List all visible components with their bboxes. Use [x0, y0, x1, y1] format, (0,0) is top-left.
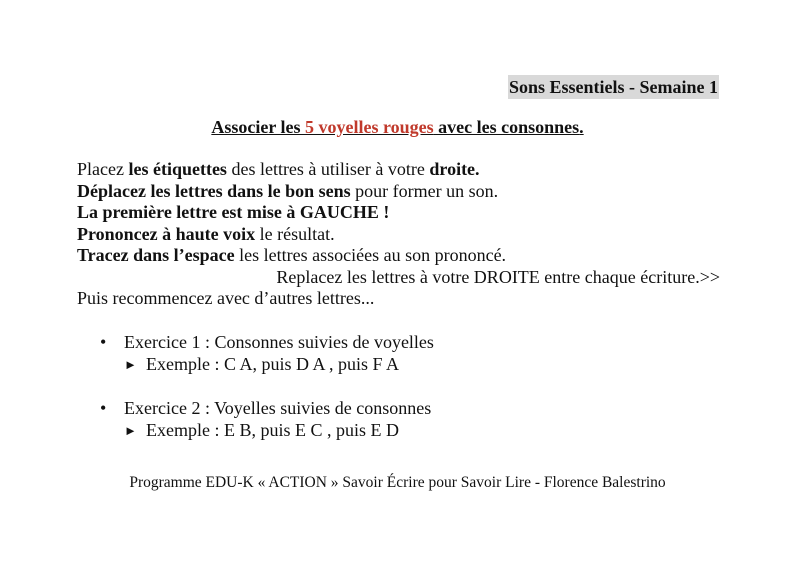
instruction-text: le résultat.	[255, 223, 335, 244]
instruction-line-5	[77, 245, 737, 267]
exercise-title-text: Exercice 1 : Consonnes suivies de voyelles	[124, 332, 434, 352]
title-highlight: 5 voyelles rouges	[305, 117, 434, 137]
list-item	[100, 331, 720, 376]
instruction-line-6	[77, 267, 737, 289]
page-title	[0, 116, 795, 138]
exercise-title-text: Exercice 2 : Voyelles suivies de consonnes	[124, 398, 432, 418]
title-part1: Associer les	[211, 117, 305, 137]
instruction-bold: Prononcez à haute voix	[77, 223, 256, 244]
instruction-line-2	[77, 181, 737, 203]
exercise-title	[100, 397, 720, 419]
instruction-text: Placez	[77, 159, 129, 179]
arrow-right-icon: ►	[124, 423, 137, 438]
bullet-icon: •	[100, 332, 107, 352]
exercise-title	[100, 331, 720, 353]
list-item	[100, 397, 720, 442]
title-part2: avec les consonnes	[433, 117, 580, 137]
instruction-line-1	[77, 159, 737, 181]
exercise-example	[100, 419, 720, 442]
instruction-bold: droite.	[429, 159, 480, 179]
instruction-line-7	[77, 288, 737, 310]
exercise-list	[100, 331, 720, 463]
exercise-example	[100, 353, 720, 376]
instruction-text: Puis recommencez avec d’autres lettres...	[77, 288, 375, 308]
exercise-example-text: Exemple : C A, puis D A , puis F A	[146, 354, 400, 374]
instruction-bold: les étiquettes	[128, 159, 227, 179]
instruction-line-4	[77, 224, 737, 246]
title-end: .	[579, 117, 584, 137]
instruction-text: les lettres associées au son prononcé.	[234, 245, 507, 265]
instruction-bold: La première lettre est mise à GAUCHE !	[77, 202, 390, 222]
instruction-line-3	[77, 202, 737, 224]
instructions	[77, 159, 737, 310]
footer-credit: Programme EDU-K « ACTION » Savoir Écrire pour Savoir Lire - Florence Balestrino	[129, 474, 666, 491]
header-title: Sons Essentiels - Semaine 1	[508, 77, 718, 97]
instruction-text: Replacez les lettres à votre DROITE entre chaque écriture.>>	[276, 266, 720, 287]
instruction-bold: Tracez dans l’espace	[77, 245, 235, 265]
exercise-example-text: Exemple : E B, puis E C , puis E D	[146, 420, 399, 440]
arrow-right-icon: ►	[124, 357, 137, 372]
instruction-bold: Déplacez les lettres dans le bon sens	[77, 180, 351, 201]
bullet-icon: •	[100, 398, 107, 418]
instruction-text: des lettres à utiliser à votre	[226, 159, 430, 179]
instruction-text: pour former un son.	[350, 180, 499, 201]
